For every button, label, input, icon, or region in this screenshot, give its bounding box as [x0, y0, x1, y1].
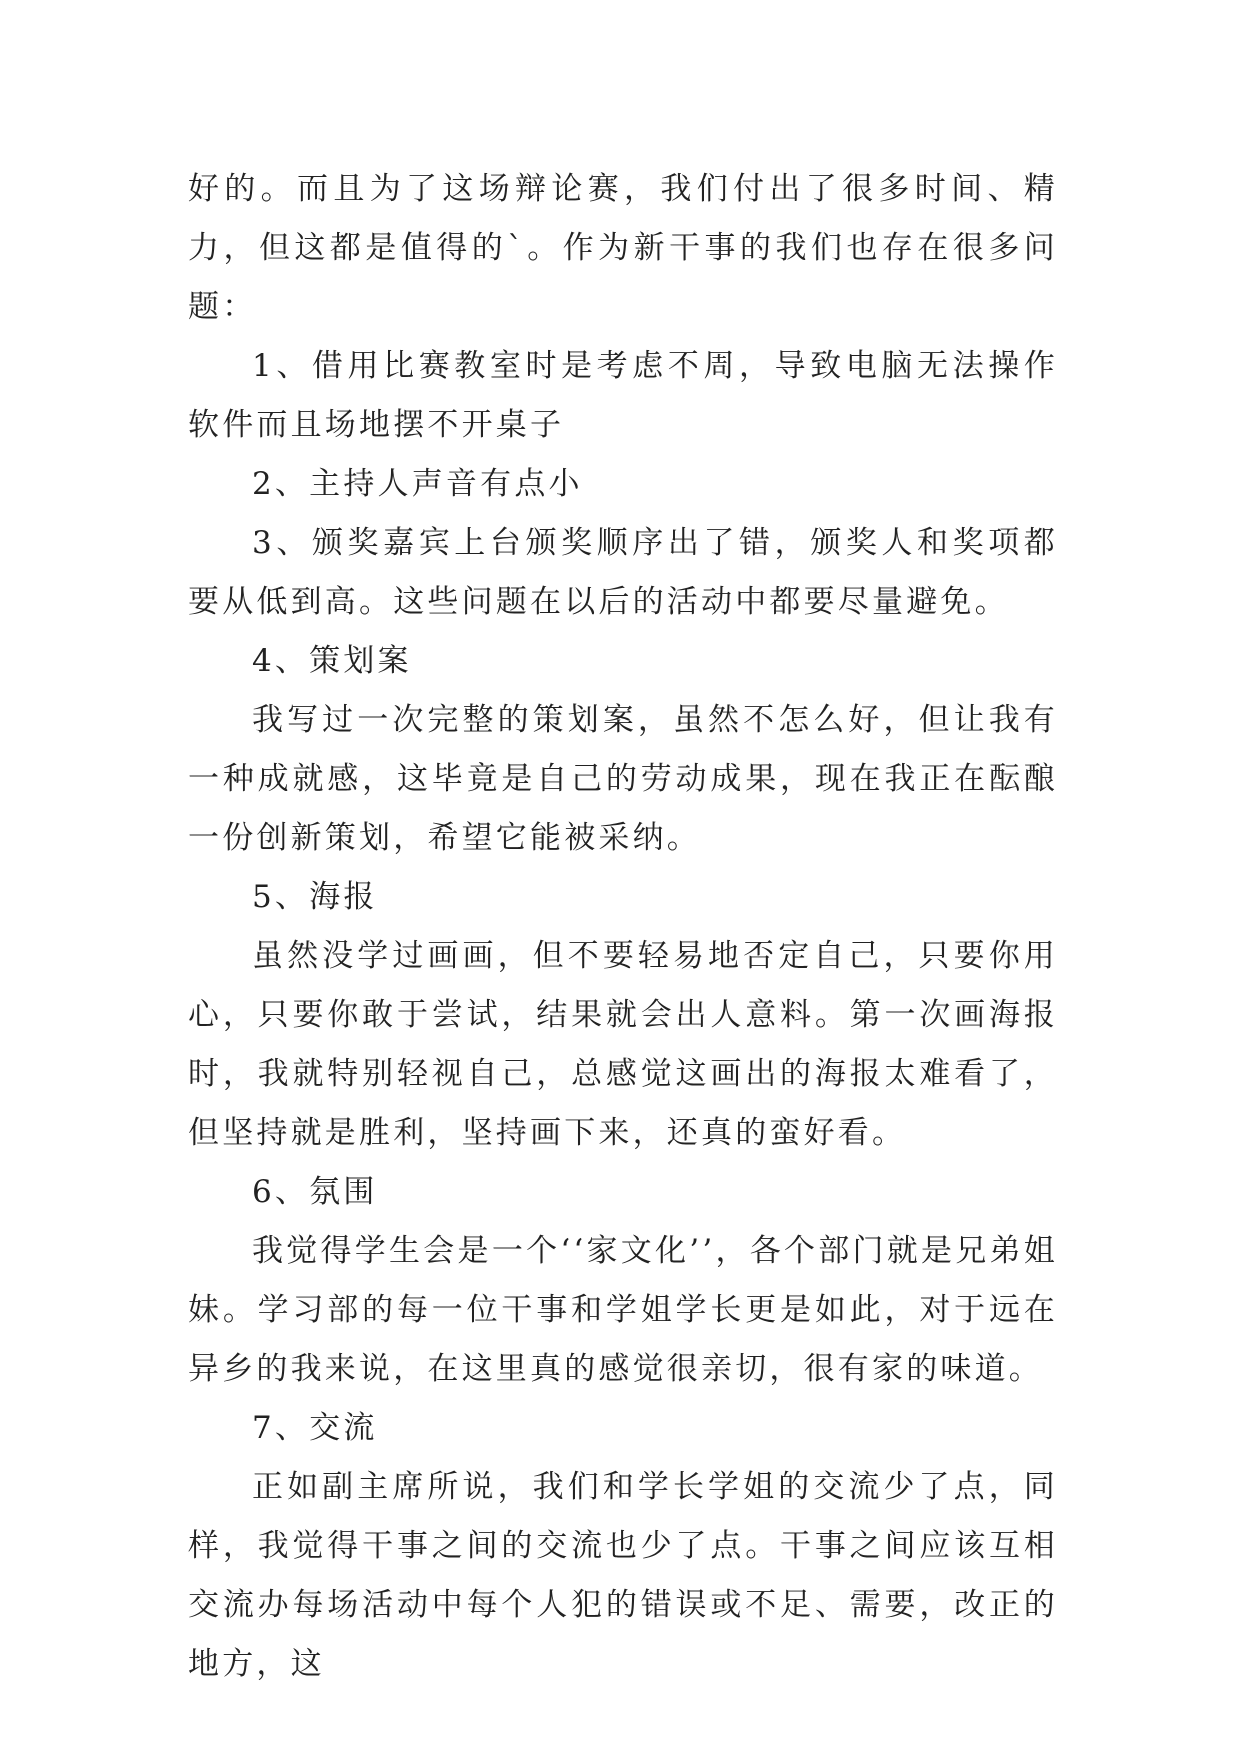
list-item-host: 2、主持人声音有点小: [252, 466, 583, 502]
list-item-awards: 3、颁奖嘉宾上台颁奖顺序出了错，颁奖人和奖项都要从低到高。这些问题在以后的活动中都要尽量避免。: [188, 525, 1058, 620]
document-body: [188, 160, 1058, 1694]
section-heading-plan: 4、策划案: [252, 643, 412, 679]
section-heading-atmosphere: 6、氛围: [252, 1174, 378, 1210]
paragraph-continuation: 好的。而且为了这场辩论赛，我们付出了很多时间、精力，但这都是值得的`。作为新干事的我们也存在很多问题：: [188, 171, 1058, 325]
paragraph-poster: 虽然没学过画画，但不要轻易地否定自己，只要你用心，只要你敢于尝试，结果就会出人意料。第一次画海报时，我就特别轻视自己，总感觉这画出的海报太难看了，但坚持就是胜利，坚持画下来，还真的蛮好看。: [188, 938, 1058, 1151]
paragraph-atmosphere: 我觉得学生会是一个‘‘家文化’’，各个部门就是兄弟姐妹。学习部的每一位干事和学姐学长更是如此，对于远在异乡的我来说，在这里真的感觉很亲切，很有家的味道。: [188, 1233, 1058, 1387]
paragraph-communication: 正如副主席所说，我们和学长学姐的交流少了点，同样，我觉得干事之间的交流也少了点。干事之间应该互相交流办每场活动中每个人犯的错误或不足、需要，改正的地方，这: [188, 1469, 1058, 1682]
list-item-venue: 1、借用比赛教室时是考虑不周，导致电脑无法操作软件而且场地摆不开桌子: [188, 348, 1058, 443]
section-heading-poster: 5、海报: [252, 879, 378, 915]
paragraph-plan: 我写过一次完整的策划案，虽然不怎么好，但让我有一种成就感，这毕竟是自己的劳动成果，现在我正在酝酿一份创新策划，希望它能被采纳。: [188, 702, 1058, 856]
section-heading-communication: 7、交流: [252, 1410, 378, 1446]
